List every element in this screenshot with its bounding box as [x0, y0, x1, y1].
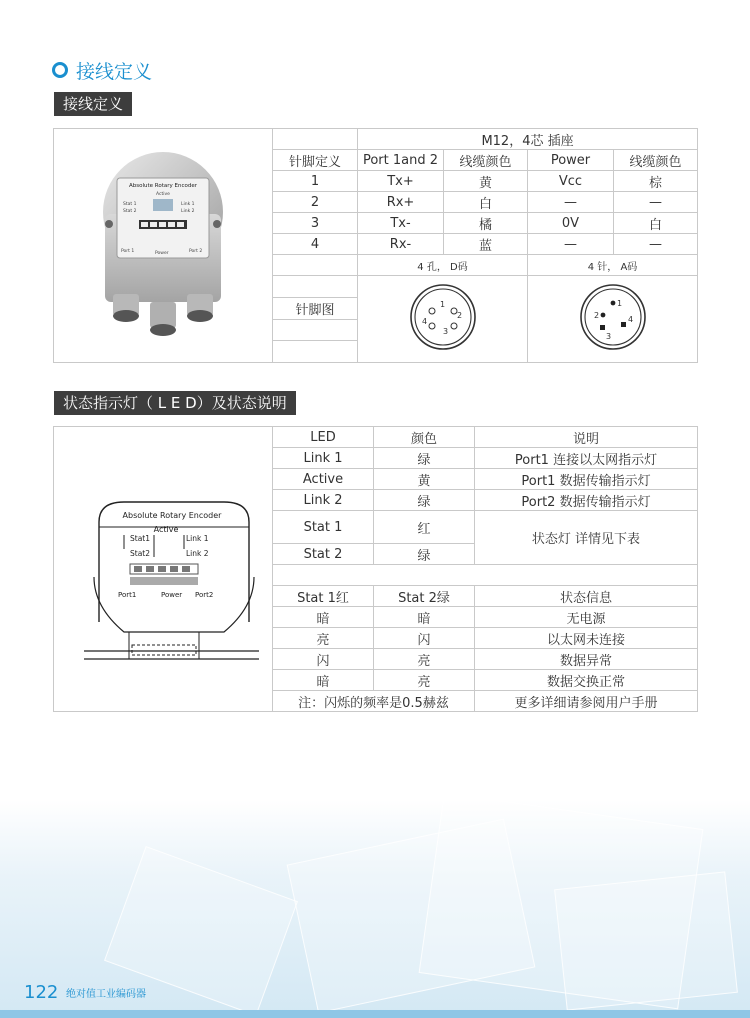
cell: 亮	[273, 628, 374, 649]
drawing-active: Active	[153, 525, 179, 534]
cell: Port2 数据传输指示灯	[475, 490, 698, 511]
photo-active: Active	[156, 191, 170, 197]
photo-link1: Link 1	[181, 201, 195, 207]
section-bar-led: 状态指示灯（ L E D）及状态说明	[54, 391, 296, 415]
photo-power: Power	[155, 250, 169, 256]
page-title	[52, 58, 152, 82]
cell: 白	[614, 213, 698, 234]
cell: 黄	[444, 171, 528, 192]
cell: —	[614, 234, 698, 255]
cell: 2	[273, 192, 358, 213]
pin-a-3: 3	[442, 327, 448, 336]
cell: Stat 1	[273, 511, 374, 544]
drawing-stat2: Stat2	[130, 549, 151, 558]
page-caption: 绝对值工业编码器	[66, 989, 146, 1000]
connector-b-cell	[528, 276, 698, 363]
cell: 绿	[374, 448, 475, 469]
connector-b-drawing	[568, 281, 658, 353]
drawing-title: Absolute Rotary Encoder	[122, 511, 222, 520]
page-number: 122	[24, 982, 59, 1003]
cell: Port1 连接以太网指示灯	[475, 448, 698, 469]
section-bar-wiring: 接线定义	[54, 92, 132, 116]
table-row	[54, 129, 698, 150]
cell: 黄	[374, 469, 475, 490]
manual-note: 更多详细请参阅用户手册	[475, 691, 698, 712]
col-header: Stat 1红	[273, 586, 374, 607]
pin-b-4: 4	[627, 315, 633, 324]
pin-a-4: 4	[421, 317, 427, 326]
pin-b-3: 3	[605, 332, 611, 341]
led-drawing-cell	[54, 427, 273, 712]
cell: —	[614, 192, 698, 213]
cell: 橘	[444, 213, 528, 234]
cell: Port1 数据传输指示灯	[475, 469, 698, 490]
circle-bullet-icon	[52, 62, 68, 78]
blank-cell	[273, 255, 358, 276]
wiring-table	[53, 128, 698, 363]
cell: —	[528, 234, 614, 255]
footer-line	[0, 1010, 750, 1018]
photo-stat2: Stat 2	[123, 208, 137, 214]
led-drawing	[54, 427, 273, 707]
drawing-port1: Port1	[118, 591, 137, 599]
cell: 蓝	[444, 234, 528, 255]
cell: 闪	[374, 628, 475, 649]
cell: 暗	[273, 607, 374, 628]
photo-link2: Link 2	[181, 208, 195, 214]
col-header: Port 1and 2	[358, 150, 444, 171]
cell: —	[528, 192, 614, 213]
led-table	[53, 426, 698, 712]
col-header: 线缆颜色	[444, 150, 528, 171]
photo-port2: Port 2	[189, 248, 203, 254]
pin-a-1: 1	[439, 300, 445, 309]
col-header: LED	[273, 427, 374, 448]
cell: 暗	[273, 670, 374, 691]
blank-cell	[273, 565, 698, 586]
drawing-link1: Link 1	[186, 534, 209, 543]
connector-a-cell	[358, 276, 528, 363]
drawing-power: Power	[161, 591, 183, 599]
stat-note: 状态灯 详情见下表	[475, 511, 698, 565]
cell: Link 2	[273, 490, 374, 511]
cell: Stat 2	[273, 544, 374, 565]
cell: 红	[374, 511, 475, 544]
cell: 绿	[374, 490, 475, 511]
cell: 数据异常	[475, 649, 698, 670]
drawing-stat1: Stat1	[130, 534, 151, 543]
connector-a-caption: 4 孔， D码	[358, 255, 528, 276]
col-header: 说明	[475, 427, 698, 448]
cell: Tx+	[358, 171, 444, 192]
col-header: 针脚定义	[273, 150, 358, 171]
drawing-link2: Link 2	[186, 549, 209, 558]
cell: Tx-	[358, 213, 444, 234]
cell: Active	[273, 469, 374, 490]
cell: 3	[273, 213, 358, 234]
pin-b-2: 2	[593, 311, 599, 320]
blank-cell	[273, 276, 358, 298]
drawing-port2: Port2	[195, 591, 214, 599]
photo-port1: Port 1	[121, 248, 135, 254]
cell: 无电源	[475, 607, 698, 628]
cell: 棕	[614, 171, 698, 192]
cell: 白	[444, 192, 528, 213]
pin-a-2: 2	[456, 311, 462, 320]
col-header: Power	[528, 150, 614, 171]
blank-cell	[273, 319, 358, 341]
cell: 亮	[374, 670, 475, 691]
page-title-text: 接线定义	[76, 60, 153, 83]
encoder-photo-cell	[54, 129, 273, 363]
frequency-note: 注：闪烁的频率是0.5赫兹	[273, 691, 475, 712]
pin-b-1: 1	[616, 299, 622, 308]
cell: 亮	[374, 649, 475, 670]
cell: 1	[273, 171, 358, 192]
col-header: 线缆颜色	[614, 150, 698, 171]
col-header: 颜色	[374, 427, 475, 448]
blank-cell	[273, 129, 358, 150]
connector-a-drawing	[398, 281, 488, 353]
connector-b-caption: 4 针， A码	[528, 255, 698, 276]
cell: Rx-	[358, 234, 444, 255]
cell: 闪	[273, 649, 374, 670]
pin-diagram-label: 针脚图	[273, 297, 358, 319]
cell: 数据交换正常	[475, 670, 698, 691]
cell: 0V	[528, 213, 614, 234]
table-row	[54, 427, 698, 448]
cell: 以太网未连接	[475, 628, 698, 649]
cell: Link 1	[273, 448, 374, 469]
cell: 暗	[374, 607, 475, 628]
blank-cell	[273, 341, 358, 363]
connector-header: M12，4芯 插座	[358, 129, 698, 150]
photo-title: Absolute Rotary Encoder	[128, 182, 198, 189]
cell: Rx+	[358, 192, 444, 213]
col-header: Stat 2绿	[374, 586, 475, 607]
col-header: 状态信息	[475, 586, 698, 607]
cell: 4	[273, 234, 358, 255]
cell: 绿	[374, 544, 475, 565]
encoder-photo	[93, 144, 233, 344]
photo-stat1: Stat 1	[123, 201, 137, 207]
cell: Vcc	[528, 171, 614, 192]
